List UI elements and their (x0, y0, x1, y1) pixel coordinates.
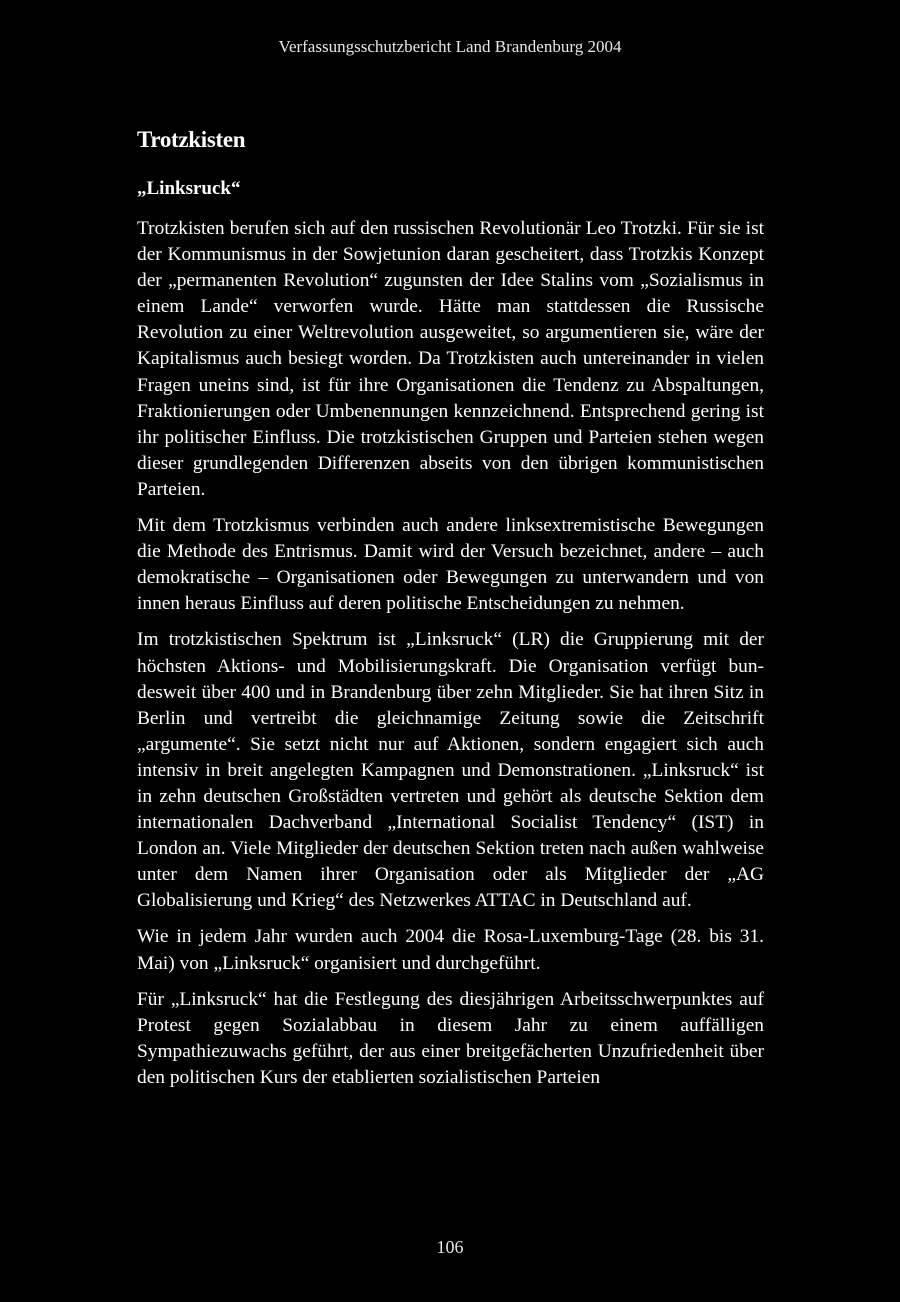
paragraph: Im trotzkistischen Spektrum ist „Linksruck“ (LR) die Gruppierung mit der höchsten Aktions- und Mobilisierungskraft. Die Organisation verfügt bundesweit über 400 und in Brandenburg über zehn Mitglieder. Sie hat ihren Sitz in Berlin und vertreibt die gleichnamige Zeitung sowie die Zeitschrift „argumente“. Sie setzt nicht nur auf Aktionen, sondern engagiert sich auch intensiv in breit angelegten Kampagnen und Demonstrationen. „Linksruck“ ist in zehn deutschen Großstädten vertreten und gehört als deutsche Sektion dem internationalen Dachverband „International Socialist Tendency“ (IST) in London an. Viele Mitglieder der deutschen Sektion treten nach außen wahlweise unter dem Namen ihrer Organisation oder als Mitglieder der „AG Globalisierung und Krieg“ des Netzwerkes ATTAC in Deutschland auf. (137, 629, 764, 912)
paragraph: Für „Linksruck“ hat die Festlegung des diesjährigen Arbeitsschwerpunktes auf Protest gegen Sozialabbau in diesem Jahr zu einem auffälligen Sympathiezuwachs geführt, der aus einer breitgefächerten Unzufriedenheit über den politischen Kurs der etablierten sozialistischen Parteien (137, 988, 764, 1088)
page-number: 106 (436, 1237, 464, 1257)
body-text (137, 216, 764, 1091)
running-header: Verfassungsschutzbericht Land Brandenburg 2004 (278, 37, 622, 56)
paragraph: Trotzkisten berufen sich auf den russischen Revolutionär Leo Trotzki. Für sie ist der Kommunismus in der Sowjetunion daran gescheitert, dass Trotzkis Konzept der „permanenten Revolution“ zugunsten der Idee Stalins vom „Sozialismus in einem Lande“ verworfen wurde. Hätte man stattdessen die Russische Revolution zu einer Weltrevolution ausgeweitet, so argumentieren sie, wäre der Kapitalismus auch besiegt worden. Da Trotzkisten auch untereinander in vielen Fragen uneins sind, ist für ihre Organisationen die Tendenz zu Abspaltungen, Fraktionierungen oder Umbenennungen kennzeichnend. Entsprechend gering ist ihr politischer Einfluss. Die trotzkistischen Gruppen und Parteien stehen wegen dieser grundlegenden Differenzen abseits von den übrigen kommunistischen Parteien. (137, 218, 764, 500)
paragraph: Mit dem Trotzkismus verbinden auch andere linksextremistische Bewegungen die Methode des Entrismus. Damit wird der Versuch bezeichnet, andere – auch demokratische – Organisationen oder Bewegungen zu unterwandern und von innen heraus Einfluss auf deren politische Entscheidungen zu nehmen. (137, 515, 764, 615)
section-title: Trotzkisten (137, 127, 246, 152)
section-subtitle: „Linksruck“ (137, 178, 241, 199)
page-content (137, 124, 764, 1091)
paragraph: Wie in jedem Jahr wurden auch 2004 die Rosa-Luxemburg-Tage (28. bis 31. Mai) von „Linksruck“ organisiert und durchgeführt. (137, 926, 764, 974)
